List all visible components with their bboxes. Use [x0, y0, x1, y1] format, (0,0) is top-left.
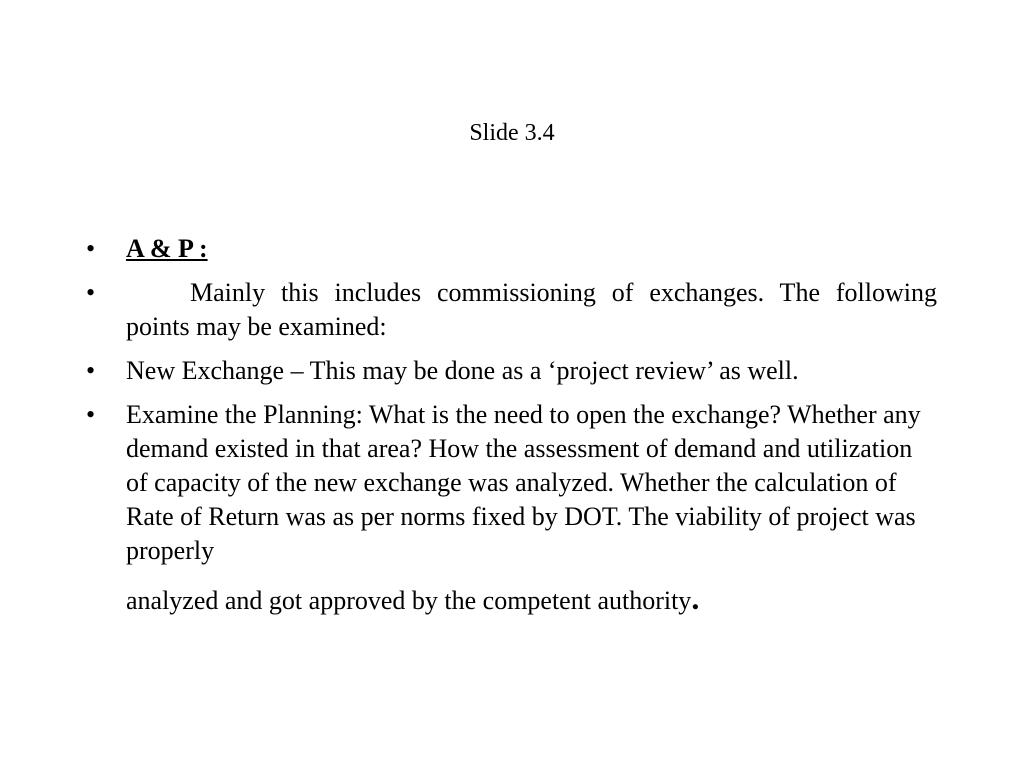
bullet-item-heading [86, 232, 937, 266]
section-heading: A & P : [126, 234, 208, 263]
new-exchange-text: New Exchange – This may be done as a ‘project review’ as well. [126, 356, 799, 385]
planning-tail-text: analyzed and got approved by the competent authority [126, 586, 692, 615]
planning-tail-period: . [691, 580, 700, 616]
planning-tail-line [126, 578, 937, 621]
slide-title: Slide 3.4 [469, 120, 555, 146]
intro-text: Mainly this includes commissioning of exchanges. The following points may be examined: [126, 278, 937, 341]
bullet-dot-icon: • [86, 234, 96, 263]
planning-text: Examine the Planning: What is the need to open the exchange? Whether any demand existed in that area? How the assessment of demand and utilization of capacity of the new exchange was analyzed. Whether the calculation of Rate of Return was as per norms fixed by DOT. The viability of project was properly [126, 400, 921, 565]
bullet-dot-icon: • [86, 356, 96, 385]
bullet-item-planning [86, 398, 937, 621]
bullet-item-intro [86, 276, 937, 344]
bullet-dot-icon: • [86, 400, 96, 429]
bullet-item-new-exchange [86, 354, 937, 388]
bullet-dot-icon: • [86, 278, 96, 307]
bullet-list [86, 232, 937, 621]
